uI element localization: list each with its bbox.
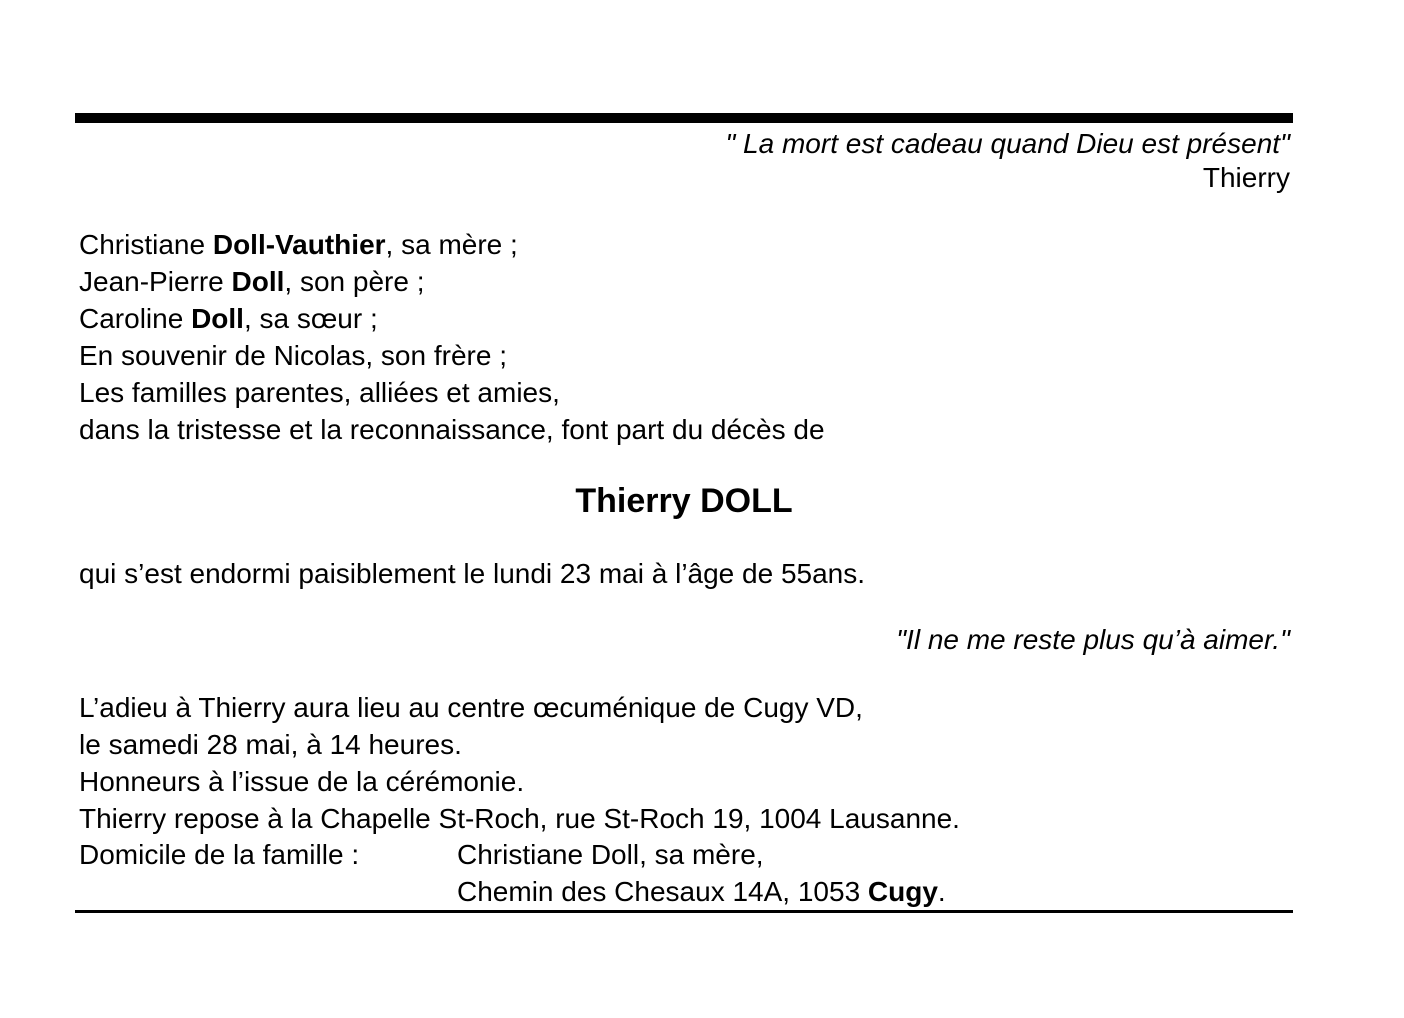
second-quote: "Il ne me reste plus qu’à aimer." [896, 624, 1290, 655]
death-line: qui s’est endormi paisiblement le lundi 23 mai à l’âge de 55ans. [79, 558, 866, 589]
domicile-town: Cugy [867, 876, 938, 907]
family-line-text: , sa mère ; [385, 229, 518, 260]
ceremony-line-repose: Thierry repose à la Chapelle St-Roch, rue St-Roch 19, 1004 Lausanne. [79, 803, 960, 834]
family-line-text: , son père ; [284, 266, 425, 297]
memory-line: En souvenir de Nicolas, son frère ; [79, 340, 507, 371]
family-surname: Doll [191, 303, 244, 334]
domicile-line-1: Christiane Doll, sa mère, [457, 839, 764, 870]
domicile-line-2 [457, 873, 946, 910]
family-line-mother [79, 226, 518, 263]
family-line-text: Jean-Pierre [79, 266, 232, 297]
family-line-text: Caroline [79, 303, 192, 334]
family-surname: Doll [231, 266, 285, 297]
domicile-label: Domicile de la famille : [79, 839, 360, 870]
announcement-line: dans la tristesse et la reconnaissance, font part du décès de [79, 414, 825, 445]
ceremony-line-place: L’adieu à Thierry aura lieu au centre œcuménique de Cugy VD, [79, 692, 863, 723]
family-line-sister [79, 300, 378, 337]
families-line: Les familles parentes, alliées et amies, [79, 377, 560, 408]
family-line-text: Christiane [79, 229, 213, 260]
ceremony-line-date: le samedi 28 mai, à 14 heures. [79, 729, 462, 760]
obituary-notice [75, 0, 1293, 1018]
domicile-period: . [937, 876, 946, 907]
epigraph-author: Thierry [1202, 162, 1290, 193]
top-thick-rule [75, 113, 1293, 123]
domicile-address: Chemin des Chesaux 14A, 1053 [457, 876, 868, 907]
family-line-text: , sa sœur ; [243, 303, 378, 334]
ceremony-line-honours: Honneurs à l’issue de la cérémonie. [79, 766, 525, 797]
deceased-name: Thierry DOLL [575, 482, 793, 520]
family-surname: Doll-Vauthier [212, 229, 386, 260]
epigraph-quote: " La mort est cadeau quand Dieu est présent" [725, 128, 1290, 159]
bottom-rule [75, 910, 1293, 913]
family-line-father [79, 263, 425, 300]
